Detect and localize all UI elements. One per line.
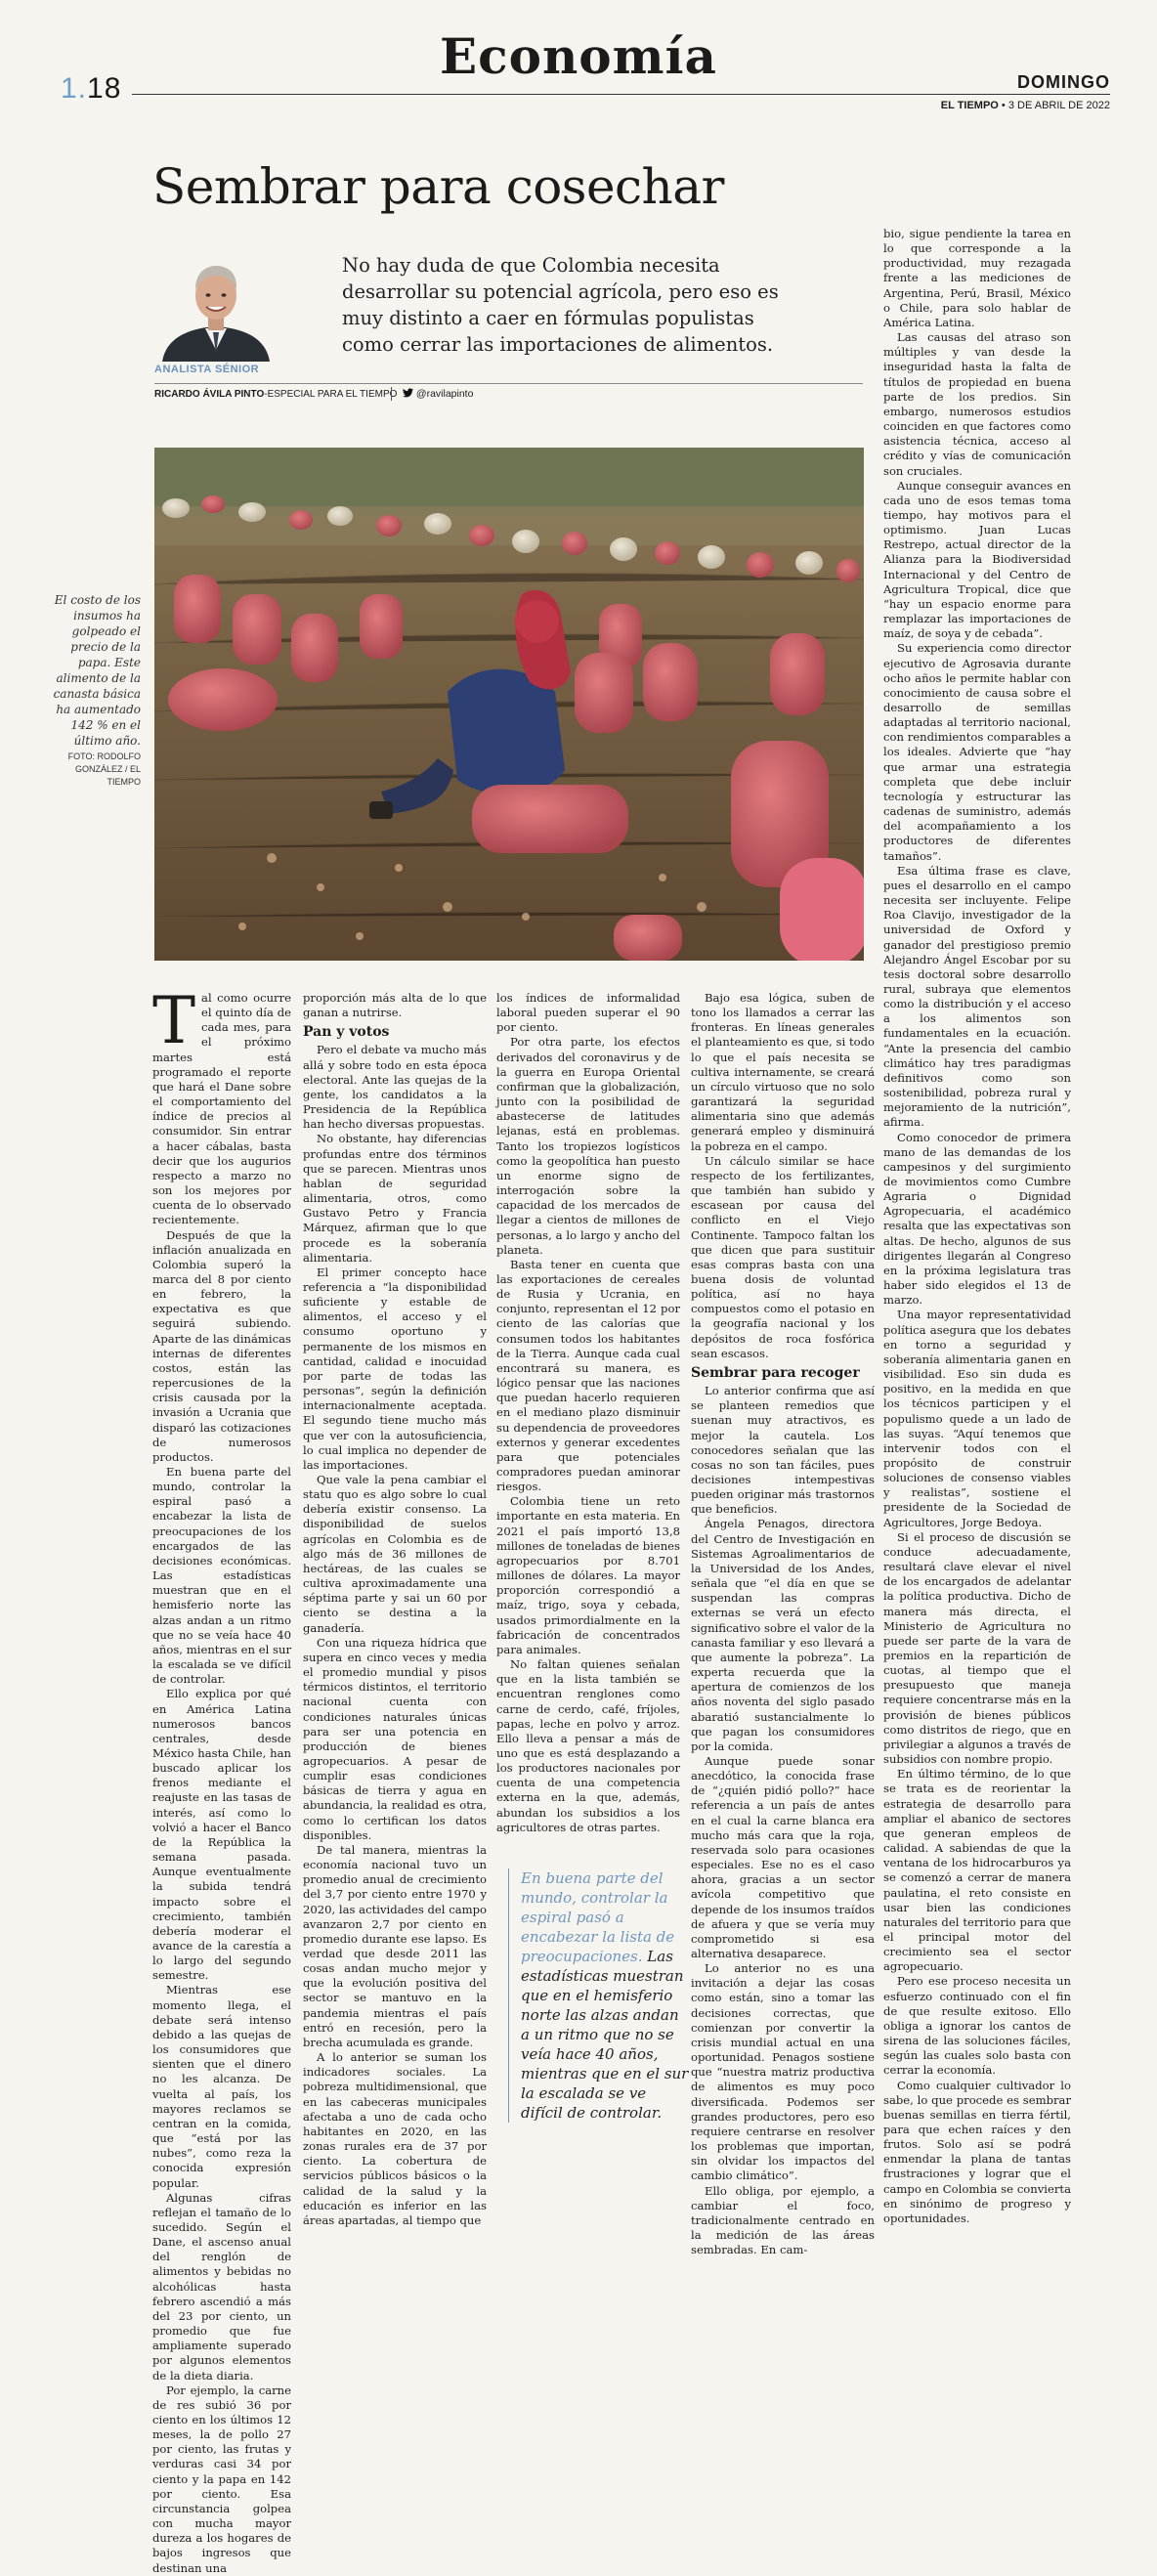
paragraph: No obstante, hay diferencias profundas entre dos términos que se parecen. Mientras unos hablan de seguridad alimentaria, otros, como Gustavo Petro y Francia Márquez, afirman que lo que procede es la soberanía alimentaria. [303, 1132, 487, 1265]
paragraph: bio, sigue pendiente la tarea en lo que corresponde a la productividad, muy rezagada frente a las mediciones de Argentina, Perú, Brasil, México o Chile, para solo hablar de América Latina. [883, 227, 1071, 329]
paragraph: Ángela Penagos, directora del Centro de Investigación en Sistemas Agroalimentarios de la Universidad de los Andes, señala que “el día en que se suspendan las compras externas se verá un efecto significativo sobre el valor de la canasta familiar y eso llevará a que aumente la pobreza”. La experta recuerda que la apertura de comienzos de los años noventa del siglo pasado abaratió sustancialmente lo que pagan los consumidores por la comida. [691, 1517, 875, 1753]
subheading: Sembrar para recoger [691, 1364, 860, 1381]
paragraph: Una mayor representatividad política asegura que los debates en torno a seguridad y soberanía alimentaria ganen en visibilidad. Eso sin duda es positivo, en la medida en que los técnicos participen y el populismo quede a un lado de las suyas. “Aquí tenemos que intervenir todos con el propósito de construir soluciones de consenso viables y realistas”, sostiene el presidente de la Sociedad de Agricultores, Jorge Bedoya. [883, 1308, 1071, 1529]
author-portrait [154, 256, 278, 362]
paragraph: En último término, de lo que se trata es de reorientar la estrategia de desarrollo para ampliar el abanico de sectores que generan empleos de calidad. A sabiendas de que la ventana de los hidrocarburos ya se comenzó a cerrar de manera paulatina, el reto consiste en usar bien las condiciones naturales del territorio para que el principal motor del crecimiento sea el sector agropecuario. [883, 1767, 1071, 1974]
section-title: Economía [440, 27, 717, 85]
paragraph: proporción más alta de lo que ganan a nutrirse. [303, 991, 487, 1020]
weekday: DOMINGO [1017, 72, 1110, 92]
paragraph: Que vale la pena cambiar el statu quo es algo sobre lo cual debería existir consenso. La disponibilidad de suelos agrícolas en Colombia es de algo más de 36 millones de hectáreas, de las cuales se cultiva aproximadamente una séptima parte y sai un 60 por ciento se destina a la ganadería. [303, 1473, 487, 1635]
paragraph: al como ocurre el quinto día de cada mes, para el próximo martes está programado el reporte que hará el Dane sobre el comportamiento del índice de precios al consumidor. Sin entrar a hacer cábalas, basta decir que los augurios respecto a marzo no son los mejores por cuenta de lo observado recientemente. [152, 991, 291, 1227]
twitter-handle[interactable]: @ravilapinto [403, 388, 473, 400]
paragraph: los índices de informalidad laboral pueden superar el 90 por ciento. [496, 991, 680, 1035]
photo-credit: FOTO: RODOLFO GONZÁLEZ / EL TIEMPO [67, 751, 141, 787]
page-number: 1.18 [61, 72, 122, 105]
paragraph: Ello explica por qué en América Latina numerosos bancos centrales, desde México hasta Chile, han buscado aplicar los frenos mediante el reajuste en las tasas de interés, así como lo volvió a hacer el Banco de la República la semana pasada. Aunque eventualmente la subida tendrá impacto sobre el crecimiento, también debería moderar el avance de la carestía a lo largo del segundo semestre. [152, 1687, 291, 1983]
paragraph: Aunque puede sonar anecdótico, la conocida frase de “¿quién pidió pollo?” hace referencia a un país de antes en el cual la carne blanca era mucho más cara que la roja, reservada solo para ocasiones especiales. Ese no es el caso ahora, gracias a un sector avícola competitivo que depende de los insumos traídos de afuera y que se vería muy comprometido si esa alternativa desaparece. [691, 1753, 875, 1960]
article-headline: Sembrar para cosechar [152, 158, 724, 215]
paragraph: Si el proceso de discusión se conduce adecuadamente, resultará clave elevar el nivel de los encargados de adelantar la política productiva. Dicho de manera más directa, el Ministerio de Agricultura no puede ser parte de la vara de premios en la repartición de cuotas, al tiempo que el presupuesto que maneja requiere concentrarse más en la provisión de bienes públicos como distritos de riego, que en privilegiar a algunos a través de subsidios con nombre propio. [883, 1529, 1071, 1767]
paragraph: Por ejemplo, la carne de res subió 36 por ciento en los últimos 12 meses, la de pollo 27 por ciento, las frutas y verduras casi 34 por ciento y la papa en 142 por ciento. Esa circunstancia golpea con mucha mayor dureza a los hogares de bajos ingresos que destinan una [152, 2383, 291, 2575]
paragraph: Las causas del atraso son múltiples y van desde la inseguridad hasta la falta de títulos de propiedad en buena parte de los predios. Sin embargo, numerosos estudios coinciden en que factores como asistencia técnica, acceso al crédito y vías de comunicación son cruciales. [883, 330, 1071, 478]
paragraph: Lo anterior no es una invitación a dejar las cosas como están, sino a tomar las decisiones correctas, que comienzan por convertir la crisis mundial actual en una oportunidad. Penagos sostiene que “nuestra matriz productiva de alimentos es muy poco diversificada. Podemos ser grandes productores, pero eso requiere centrarse en resolver los problemas que importan, sin olvidar los impactos del cambio climático”. [691, 1961, 875, 2183]
paragraph: Después de que la inflación anualizada en Colombia superó la marca del 8 por ciento en febrero, la expectativa es que seguirá subiendo. Aparte de las dinámicas internas de diferentes costos, están las repercusiones de la crisis causada por la invasión a Ucrania que disparó las cotizaciones de numerosos productos. [152, 1227, 291, 1464]
paragraph: Por otra parte, los efectos derivados del coronavirus y de la guerra en Europa Oriental confirman que la globalización, junto con la posibilidad de abastecerse de latitudes lejanas, está en problemas. Tanto los tropiezos logísticos como la geopolítica han puesto un enorme signo de interrogación sobre la capacidad de los mercados de llegar a cientos de millones de personas, a lo largo y ancho del planeta. [496, 1035, 680, 1257]
article-column-2 [303, 991, 487, 2228]
paragraph: El primer concepto hace referencia a “la disponibilidad suficiente y estable de alimentos, el acceso y el consumo oportuno y permanente de los mismos en cantidad, calidad e inocuidad por parte de todas las personas”, según la definición internacionalmente aceptada. El segundo tiene mucho más que ver con la autosuficiencia, lo cual implica no depender de las importaciones. [303, 1265, 487, 1472]
byline-rule [154, 383, 863, 384]
article-photo [154, 448, 864, 961]
photo-caption: El costo de los insumos ha golpeado el precio de la papa. Este alimento de la canasta básica ha aumentado 142 % en el último año. FOTO: RODOLFO GONZÁLEZ / EL TIEMPO [43, 592, 141, 789]
article-deck: No hay duda de que Colombia necesita desarrollar su potencial agrícola, pero eso es muy distinto a caer en fórmulas populistas como cerrar las importaciones de alimentos. [342, 254, 779, 356]
paragraph: A lo anterior se suman los indicadores sociales. La pobreza multidimensional, que en las cabeceras municipales afectaba a uno de cada ocho habitantes en 2020, en las zonas rurales era de 37 por ciento. La cobertura de servicios públicos básicos o la calidad de la salud y la educación es inferior en las áreas apartadas, al tiempo que [303, 2050, 487, 2227]
paragraph: Ello obliga, por ejemplo, a cambiar el foco, tradicionalmente centrado en la medición de las áreas sembradas. En cam- [691, 2183, 875, 2257]
paragraph: Esa última frase es clave, pues el desarrollo en el campo necesita ser incluyente. Felipe Roa Clavijo, investigador de la universidad de Oxford y ganador del prestigioso premio Alejandro Ángel Escobar por su tesis doctoral sobre desarrollo rural, subraya que elementos como la distribución y el acceso a los alimentos son fundamentales en la ecuación. “Ante la presencia del cambio climático hay tres paradigmas definitivos como son sostenibilidad, pobreza rural y mejoramiento de la nutrición”, afirma. [883, 863, 1071, 1130]
paragraph: En buena parte del mundo, controlar la espiral pasó a encabezar la lista de preocupaciones de los encargados de las decisiones económicas. Las estadísticas muestran que en el hemisferio norte las alzas andan a un ritmo que no se veía hace 40 años, mientras en el sur la escalada se ve difícil de controlar. [152, 1465, 291, 1687]
paragraph: Basta tener en cuenta que las exportaciones de cereales de Rusia y Ucrania, en conjunto, representan el 12 por ciento de las calorías que consumen todos los habitantes de la Tierra. Aunque cada cual encontrará su manera, es lógico pensar que las naciones que puedan hacerlo requieren en el mediano plazo disminuir su dependencia de proveedores externos y generar excedentes para que potenciales compradores puedan aminorar riesgos. [496, 1257, 680, 1494]
paragraph: Como conocedor de primera mano de las demandas de los campesinos y del surgimiento de movimientos como Cumbre Agraria o Dignidad Agropecuaria, el académico resalta que las expectativas son altas. De hecho, algunos de sus dirigentes llegarán al Congreso en la próxima legislatura tras haber sido elegidos el 13 de marzo. [883, 1130, 1071, 1308]
dateline: EL TIEMPO • 3 DE ABRIL DE 2022 [940, 100, 1110, 111]
twitter-icon [403, 388, 413, 398]
paragraph: Mientras ese momento llega, el debate será intenso debido a las quejas de los consumidores que sienten que el dinero no les alcanza. De vuelta al país, los mayores reclamos se centran en la comida, que “está por las nubes”, como reza la conocida expresión popular. [152, 1983, 291, 2190]
paragraph: De tal manera, mientras la economía nacional tuvo un promedio anual de crecimiento del 3,7 por ciento entre 1970 y 2020, las actividades del campo avanzaron 2,7 por ciento en promedio durante ese lapso. Es verdad que desde 2011 las cosas andan mucho mejor y que la evolución positiva del sector se mantuvo en la pandemia mientras el país entró en recesión, pero la brecha acumulada es grande. [303, 1842, 487, 2049]
paragraph: Un cálculo similar se hace respecto de los fertilizantes, que también han subido y escasean por causa del conflicto en el Viejo Continente. Tampoco faltan los que dicen que para sustituir esas compras basta con una buena dosis de voluntad política, así no haya compuestos como el potasio en la geografía nacional y los depósitos de roca fosfórica sean escasos. [691, 1153, 875, 1360]
subheading: Pan y votos [303, 1024, 390, 1041]
article-column-1 [152, 983, 291, 2576]
paragraph: Pero el debate va mucho más allá y sobre todo en esta época electoral. Ante las quejas de la gente, los candidatos a la Presidencia de la República han hecho diversas propuestas. [303, 1043, 487, 1132]
paragraph: Con una riqueza hídrica que supera en cinco veces y media el promedio mundial y pisos térmicos distintos, el territorio nacional cuenta con condiciones naturales únicas para ser una potencia en producción de bienes agropecuarios. A pesar de cumplir esas condiciones básicas de tierra y agua en abundancia, la realidad es otra, como lo certifican los datos disponibles. [303, 1635, 487, 1842]
paragraph: Pero ese proceso necesita un esfuerzo continuado con el fin de que resulte exitoso. Ello obliga a ignorar los cantos de sirena de las soluciones fáciles, según las cuales solo basta con cerrar la economía. [883, 1974, 1071, 2078]
article-column-5 [883, 227, 1071, 2226]
paragraph: Su experiencia como director ejecutivo de Agrosavia durante ocho años le permite hablar con conocimiento de causa sobre el desarrollo de semillas adaptadas al territorio nacional, con rendimientos comparables a los ideales. Advierte que “hay que armar una estrategia completa que debe incluir tecnología y estructurar las cadenas de suministro, además del acompañamiento a los productores de diferentes tamaños”. [883, 641, 1071, 863]
masthead-rule [132, 94, 1110, 95]
paragraph: Lo anterior confirma que así se planteen remedios que suenan muy atractivos, es mejor la cautela. Los conocedores señalan que las cosas no son tan fáciles, pues decisiones intempestivas pueden originar más trastornos que beneficios. [691, 1384, 875, 1517]
drop-cap: T [152, 983, 196, 1058]
paragraph: Aunque conseguir avances en cada uno de esos temas toma tiempo, hay motivos para el optimismo. Juan Lucas Restrepo, actual director de la Alianza para la Biodiversidad Internacional y del Centro de Agricultura Tropical, dice que “hay un espacio enorme para remplazar las importaciones de maíz, de soya y de cebada”. [883, 478, 1071, 641]
article-column-4 [691, 991, 875, 2257]
paragraph: Algunas cifras reflejan el tamaño de lo sucedido. Según el Dane, el ascenso anual del renglón de alimentos y bebidas no alcohólicas hasta febrero ascendió a más del 23 por ciento, un promedio que fue ampliamente superado por algunos elementos de la dieta diaria. [152, 2190, 291, 2383]
byline-divider [391, 387, 392, 401]
article-column-3 [496, 991, 680, 1835]
pull-quote: En buena parte del mundo, controlar la espiral pasó a encabezar la lista de preocupaciones. Las estadísticas muestran que en el hemisferio norte las alzas andan a un ritmo que no se veía hace 40 años, mientras que en el sur la escalada se ve difícil de controlar. [508, 1868, 689, 2123]
author-role: ANALISTA SÉNIOR [154, 364, 260, 375]
paragraph: Bajo esa lógica, suben de tono los llamados a cerrar las fronteras. En líneas generales el planteamiento es que, si todo lo que el país necesita se cultiva internamente, se creará un círculo virtuoso que no solo garantizará la seguridad alimentaria sino que además generará empleo y disminuirá la pobreza en el campo. [691, 991, 875, 1153]
paragraph: Como cualquier cultivador lo sabe, lo que procede es sembrar buenas semillas en tierra fértil, para que echen raíces y den frutos. Solo así se podrá enmendar la plana de tantas frustraciones y lograr que el campo en Colombia se convierta en sinónimo de progreso y oportunidades. [883, 2078, 1071, 2225]
paragraph: Colombia tiene un reto importante en esta materia. En 2021 el país importó 13,8 millones de toneladas de bienes agropecuarios por 8.701 millones de dólares. La mayor proporción correspondió a maíz, trigo, soya y cebada, usados primordialmente en la fabricación de concentrados para animales. [496, 1494, 680, 1656]
paragraph: No faltan quienes señalan que en la lista también se encuentran renglones como carne de cerdo, café, fríjoles, papas, leche en polvo y arroz. Ello lleva a pensar a más de uno que es está desplazando a los productores nacionales por cuenta de una competencia externa en la que, además, abundan los subsidios a los agricultores de otras partes. [496, 1657, 680, 1834]
byline: RICARDO ÁVILA PINTO-ESPECIAL PARA EL TIEMPO [154, 389, 398, 400]
